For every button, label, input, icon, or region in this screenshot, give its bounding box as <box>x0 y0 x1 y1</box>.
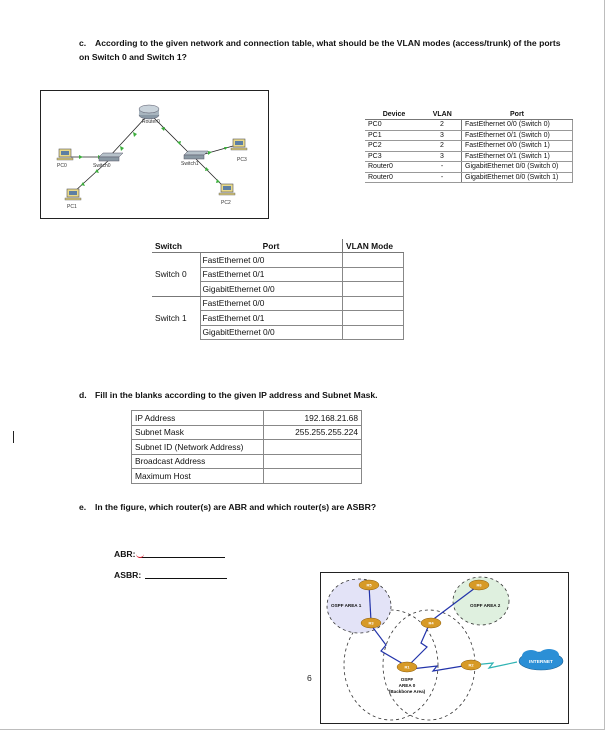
port-cell: FastEthernet 0/0 (Switch 0) <box>462 120 573 131</box>
vlan-table-header-port: Port <box>462 110 573 120</box>
table-row <box>132 469 362 484</box>
router-r2-label: R2 <box>468 662 474 668</box>
device-cell: PC3 <box>365 151 423 162</box>
port-cell: GigabitEthernet 0/0 <box>200 282 343 297</box>
table-row <box>152 253 403 268</box>
switch1-icon <box>184 151 208 159</box>
router-r4-label: R4 <box>428 620 434 626</box>
port-cell: FastEthernet 0/1 (Switch 1) <box>462 151 573 162</box>
table-row <box>365 172 573 183</box>
switch-vlan-mode-table <box>152 239 404 340</box>
link-light <box>224 147 228 150</box>
table-row <box>152 296 403 311</box>
link-router-switch0 <box>109 117 146 157</box>
table-row <box>365 162 573 173</box>
text-cursor <box>13 431 14 443</box>
table-row <box>132 411 362 426</box>
ip-key-cell: Broadcast Address <box>132 454 264 469</box>
router-r5-icon <box>359 580 379 590</box>
ip-key-cell: Maximum Host <box>132 469 264 484</box>
pc2-label: PC2 <box>221 200 231 206</box>
question-d <box>79 388 559 402</box>
question-c <box>79 36 569 64</box>
table-row <box>365 130 573 141</box>
device-cell: PC0 <box>365 120 423 131</box>
vlan-mode-answer-cell[interactable] <box>343 282 404 297</box>
device-cell: Router0 <box>365 172 423 183</box>
router-r5-label: R5 <box>366 582 372 588</box>
router-r6-icon <box>469 580 489 590</box>
table-row <box>365 151 573 162</box>
router-r6-label: R6 <box>476 582 482 588</box>
pc0-icon <box>57 149 73 160</box>
question-e-text: In the figure, which router(s) are ABR and which router(s) are ASBR? <box>95 502 377 512</box>
pc3-icon <box>231 139 247 150</box>
ospf-area1-text: OSPF AREA 1 <box>331 603 362 608</box>
serial-link-r3-r1 <box>371 625 405 665</box>
ospf-area1-label <box>331 603 362 608</box>
internet-cloud-icon <box>519 649 563 670</box>
link-light <box>161 127 165 131</box>
serial-link-r4-r1 <box>409 625 429 665</box>
question-e <box>79 500 559 514</box>
vlan-cell: - <box>423 162 462 173</box>
link-light <box>205 167 209 171</box>
router-r1-icon <box>397 662 417 672</box>
vlan-connection-table <box>365 110 573 183</box>
question-d-label: d. <box>79 390 87 400</box>
table-row <box>365 141 573 152</box>
switch1-label: Switch1 <box>181 161 199 167</box>
port-cell: GigabitEthernet 0/0 (Switch 1) <box>462 172 573 183</box>
router0-label: Router0 <box>142 119 160 125</box>
vlan-table-header-vlan: VLAN <box>423 110 462 120</box>
link-light <box>208 151 212 155</box>
switch-name-cell: Switch 1 <box>155 313 187 323</box>
ip-key-cell: Subnet Mask <box>132 425 264 440</box>
vlan-table-header-device: Device <box>365 110 423 120</box>
port-cell: GigabitEthernet 0/0 <box>200 325 343 340</box>
abr-answer-line[interactable] <box>139 557 225 558</box>
ip-key-cell: IP Address <box>132 411 264 426</box>
port-cell: GigabitEthernet 0/0 (Switch 0) <box>462 162 573 173</box>
ip-answer-cell[interactable] <box>264 440 362 455</box>
ospf-area2-text: OSPF AREA 2 <box>470 603 501 608</box>
router-r3-label: R3 <box>368 620 374 626</box>
network-topology-svg <box>41 91 268 218</box>
pc3-label: PC3 <box>237 157 247 163</box>
port-cell: FastEthernet 0/1 <box>200 267 343 282</box>
table-row <box>132 425 362 440</box>
ospf-diagram-svg <box>321 573 568 723</box>
ip-subnet-table <box>131 410 362 484</box>
table-row <box>132 440 362 455</box>
vlan-cell: - <box>423 172 462 183</box>
switch-table-header-vlan-mode: VLAN Mode <box>343 239 404 253</box>
vlan-mode-answer-cell[interactable] <box>343 325 404 340</box>
asbr-label: ASBR: <box>114 570 142 580</box>
switch-table-header-port: Port <box>200 239 343 253</box>
ip-answer-cell[interactable] <box>264 454 362 469</box>
ospf-area0-line3: (Backbone Area) <box>388 689 426 694</box>
ip-answer-cell[interactable] <box>264 469 362 484</box>
device-cell: Router0 <box>365 162 423 173</box>
switch-name-cell: Switch 0 <box>152 253 200 297</box>
question-c-text: According to the given network and connection table, what should be the VLAN modes (access/trunk) of the ports on Switch 0 and Switch 1? <box>79 38 561 62</box>
link-pc2-switch1 <box>196 159 225 188</box>
vlan-mode-answer-cell[interactable] <box>343 296 404 311</box>
pc1-icon <box>65 189 81 200</box>
table-row <box>365 120 573 131</box>
question-e-label: e. <box>79 502 87 512</box>
question-d-text: Fill in the blanks according to the given IP address and Subnet Mask. <box>95 390 378 400</box>
ospf-area2-label <box>470 603 501 608</box>
pc2-icon <box>219 184 235 195</box>
port-cell: FastEthernet 0/0 <box>200 296 343 311</box>
switch0-icon <box>99 153 123 161</box>
vlan-mode-answer-cell[interactable] <box>343 253 404 268</box>
vlan-cell: 2 <box>423 141 462 152</box>
asbr-answer-line[interactable] <box>145 578 227 579</box>
device-cell: PC2 <box>365 141 423 152</box>
ip-value-cell: 192.168.21.68 <box>264 411 362 426</box>
ospf-area0-line1: OSPF <box>400 677 414 682</box>
pc1-label: PC1 <box>67 204 77 210</box>
vlan-cell: 2 <box>423 120 462 131</box>
link-light <box>133 132 137 137</box>
link-light <box>120 146 124 151</box>
ospf-area0-line2: AREA 0 <box>398 683 416 688</box>
switch0-label: Switch0 <box>93 163 111 169</box>
device-cell: PC1 <box>365 130 423 141</box>
ospf-area-figure <box>320 572 569 724</box>
switch-table-header-switch: Switch <box>152 239 200 253</box>
router-r3-icon <box>361 618 381 628</box>
port-cell: FastEthernet 0/1 <box>200 311 343 326</box>
abr-label: ABR: <box>114 549 136 559</box>
vlan-mode-answer-cell[interactable] <box>343 267 404 282</box>
router0-icon <box>139 105 159 119</box>
internet-label: INTERNET <box>529 660 553 665</box>
vlan-mode-answer-cell[interactable] <box>343 311 404 326</box>
network-topology-figure <box>40 90 269 219</box>
ip-value-cell: 255.255.255.224 <box>264 425 362 440</box>
link-light <box>79 155 83 159</box>
ip-key-cell: Subnet ID (Network Address) <box>132 440 264 455</box>
question-c-label: c. <box>79 38 87 48</box>
table-row <box>132 454 362 469</box>
router-r1-label: R1 <box>404 664 410 670</box>
vlan-cell: 3 <box>423 130 462 141</box>
port-cell: FastEthernet 0/0 (Switch 1) <box>462 141 573 152</box>
link-pc3-switch1 <box>201 146 233 155</box>
port-cell: FastEthernet 0/0 <box>200 253 343 268</box>
serial-link-r1-r2 <box>411 665 469 671</box>
pc0-label: PC0 <box>57 163 67 169</box>
page-number: 6 <box>307 673 312 683</box>
router-r4-icon <box>421 618 441 628</box>
vlan-cell: 3 <box>423 151 462 162</box>
router-r2-icon <box>461 660 481 670</box>
port-cell: FastEthernet 0/1 (Switch 0) <box>462 130 573 141</box>
